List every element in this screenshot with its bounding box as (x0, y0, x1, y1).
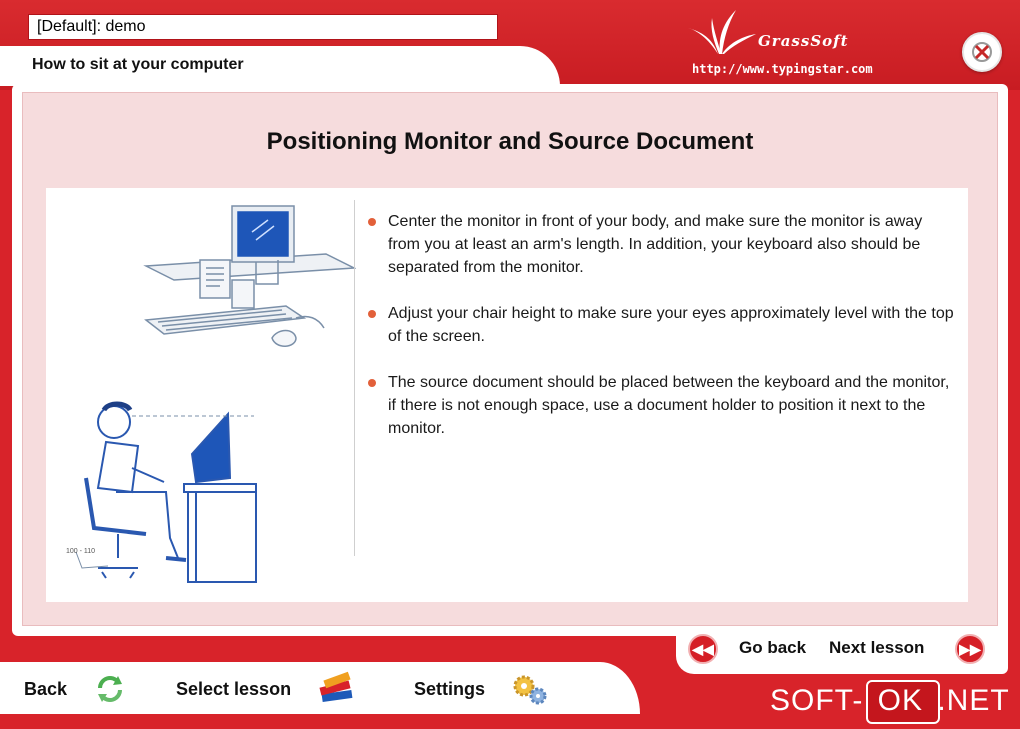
watermark-left: SOFT- (770, 684, 864, 717)
next-lesson-label[interactable]: Next lesson (829, 638, 925, 657)
workstation-illustration (46, 188, 356, 598)
bullet-dot (368, 379, 376, 387)
lesson-title: How to sit at your computer (32, 56, 244, 73)
go-back-button[interactable] (688, 634, 718, 664)
page-title: Positioning Monitor and Source Document (266, 128, 754, 155)
bullet-list (368, 210, 958, 463)
go-back-label[interactable]: Go back (739, 638, 807, 657)
close-button[interactable] (962, 32, 1002, 72)
list-item (368, 371, 958, 440)
next-lesson-button[interactable] (955, 634, 985, 664)
bullet-dot (368, 310, 376, 318)
watermark-box-text: OK (877, 684, 924, 717)
bullet-dot (368, 218, 376, 226)
watermark-right: .NET (937, 684, 1010, 717)
select-lesson-label[interactable]: Select lesson (176, 679, 292, 699)
list-item (368, 302, 958, 348)
bullet-text: Center the monitor in front of your body, and make sure the monitor is away from you at least an arm's length. In addition, your keyboard also should be separated from the monitor. (388, 213, 923, 276)
list-item (368, 210, 958, 279)
gears-icon[interactable] (508, 668, 552, 708)
bullet-text: The source document should be placed between the keyboard and the monitor, if there is not enough space, use a document holder to position it next to the monitor. (388, 374, 950, 437)
bullet-text: Adjust your chair height to make sure your eyes approximately level with the top of the screen. (388, 305, 954, 345)
rewind-icon: ◀◀ (692, 641, 714, 657)
brand-name: GrassSoft (758, 32, 849, 50)
refresh-arrows-icon[interactable] (88, 668, 132, 708)
watermark (770, 684, 1010, 718)
posture-angle-label: 100 - 110 (66, 548, 96, 555)
brand-logo (688, 8, 928, 78)
back-button-label[interactable]: Back (24, 679, 68, 699)
brand-url: http://www.typingstar.com (692, 62, 873, 76)
no-entry-icon (964, 34, 1000, 70)
grass-logo-icon (688, 8, 758, 56)
profile-title-field: [Default]: demo (28, 14, 498, 40)
settings-label[interactable]: Settings (414, 679, 486, 699)
books-icon[interactable] (314, 668, 358, 708)
fast-forward-icon: ▶▶ (959, 641, 981, 657)
content-divider (354, 200, 355, 556)
